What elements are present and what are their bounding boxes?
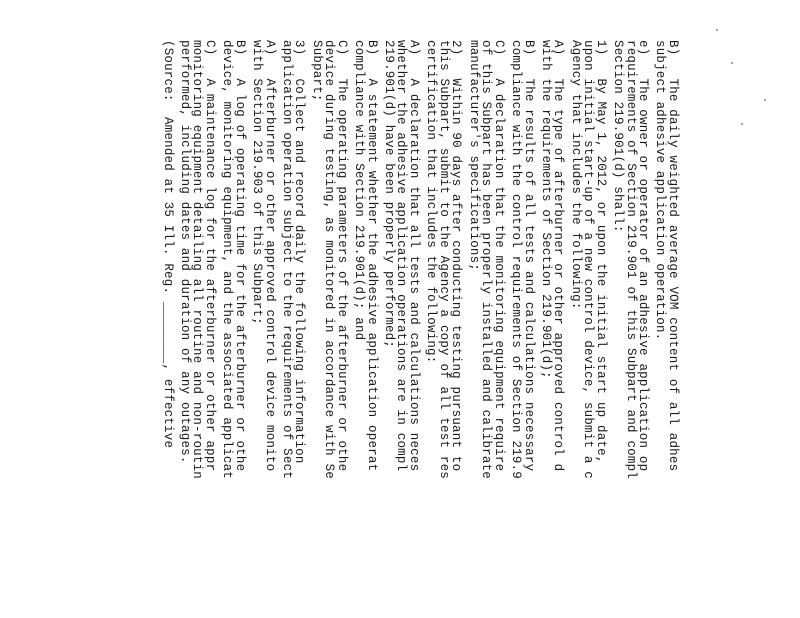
text-line: B) The daily weighted average VOM content of all adhes <box>666 40 680 472</box>
text-line: C) A maintenance log for the afterburner or other appr <box>203 40 217 472</box>
text-line: application operation subject to the requirements of Sect <box>279 40 294 479</box>
scan-speck <box>731 62 733 64</box>
text-line: certification that includes the following: <box>424 40 439 364</box>
text-line: of this Subpart has been properly installed and calibrate <box>479 40 494 479</box>
text-line: A) Afterburner or other approved control device monito <box>262 40 277 472</box>
text-line: A) A declaration that all tests and calculations neces <box>407 40 421 472</box>
scan-speck <box>764 99 766 101</box>
text-line: with Section 219.903 of this Subpart; <box>250 40 264 325</box>
text-line: compliance with the control requirements of Section 219.9 <box>509 40 523 479</box>
text-line: with the requirements of Section 219.901(d); <box>538 40 553 379</box>
text-line: manufacturer's specifications; <box>466 40 481 272</box>
text-line: B) A log of operating time for the afterburner or othe <box>232 40 247 472</box>
text-line: upon initial start-up of a new control device, submit a c <box>581 40 596 479</box>
text-line: monitoring equipment detailing all routine and non-routin <box>190 40 205 479</box>
text-line: Subpart; <box>309 40 324 102</box>
text-line: C) The operating parameters of the afterburner or othe <box>334 40 349 472</box>
text-line: 3) Collect and record daily the following information <box>292 40 307 464</box>
text-line: device, monitoring equipment, and the associated applicat <box>220 40 235 479</box>
text-line: 2) Within 90 days after conducting testing pursuant to <box>449 40 464 472</box>
text-line: device during testing, as monitored in accordance with Se <box>322 40 337 479</box>
text-line: C) A declaration that the monitoring equipment require <box>491 40 506 472</box>
text-line: this Subpart, submit to the Agency a copy of all test res <box>436 40 451 479</box>
rotated-text-block <box>60 40 680 600</box>
text-line: 1) By May 1, 2012, or upon the initial start up date, <box>593 40 608 464</box>
text-line: Agency that includes the following: <box>568 40 583 310</box>
text-line: 219.901(d) have been properly performed; <box>381 40 396 349</box>
text-line: Section 219.901(d) shall: <box>611 40 625 233</box>
text-line: subject adhesive application operation. <box>653 40 668 341</box>
text-line: requirements of Section 219.901 of this Subpart and compl <box>623 40 638 479</box>
text-line: B) A statement whether the adhesive application operat <box>364 40 379 472</box>
text-line: e) The owner or operator of an adhesive application op <box>636 40 651 472</box>
text-line: compliance with Section 219.901(d); and <box>352 40 366 341</box>
text-line: whether the adhesive application operations are in compl <box>394 40 409 472</box>
text-line: (Source: Amended at 35 Ill. Reg. ________, effective <box>160 40 175 449</box>
text-line: A) The type of afterburner or other approved control d <box>551 40 566 472</box>
text-line: B) The results of all tests and calculations necessary <box>521 40 536 472</box>
scan-speck <box>741 123 743 125</box>
text-line: performed, including dates and duration of any outages. <box>177 40 192 464</box>
scan-speck <box>716 29 718 31</box>
